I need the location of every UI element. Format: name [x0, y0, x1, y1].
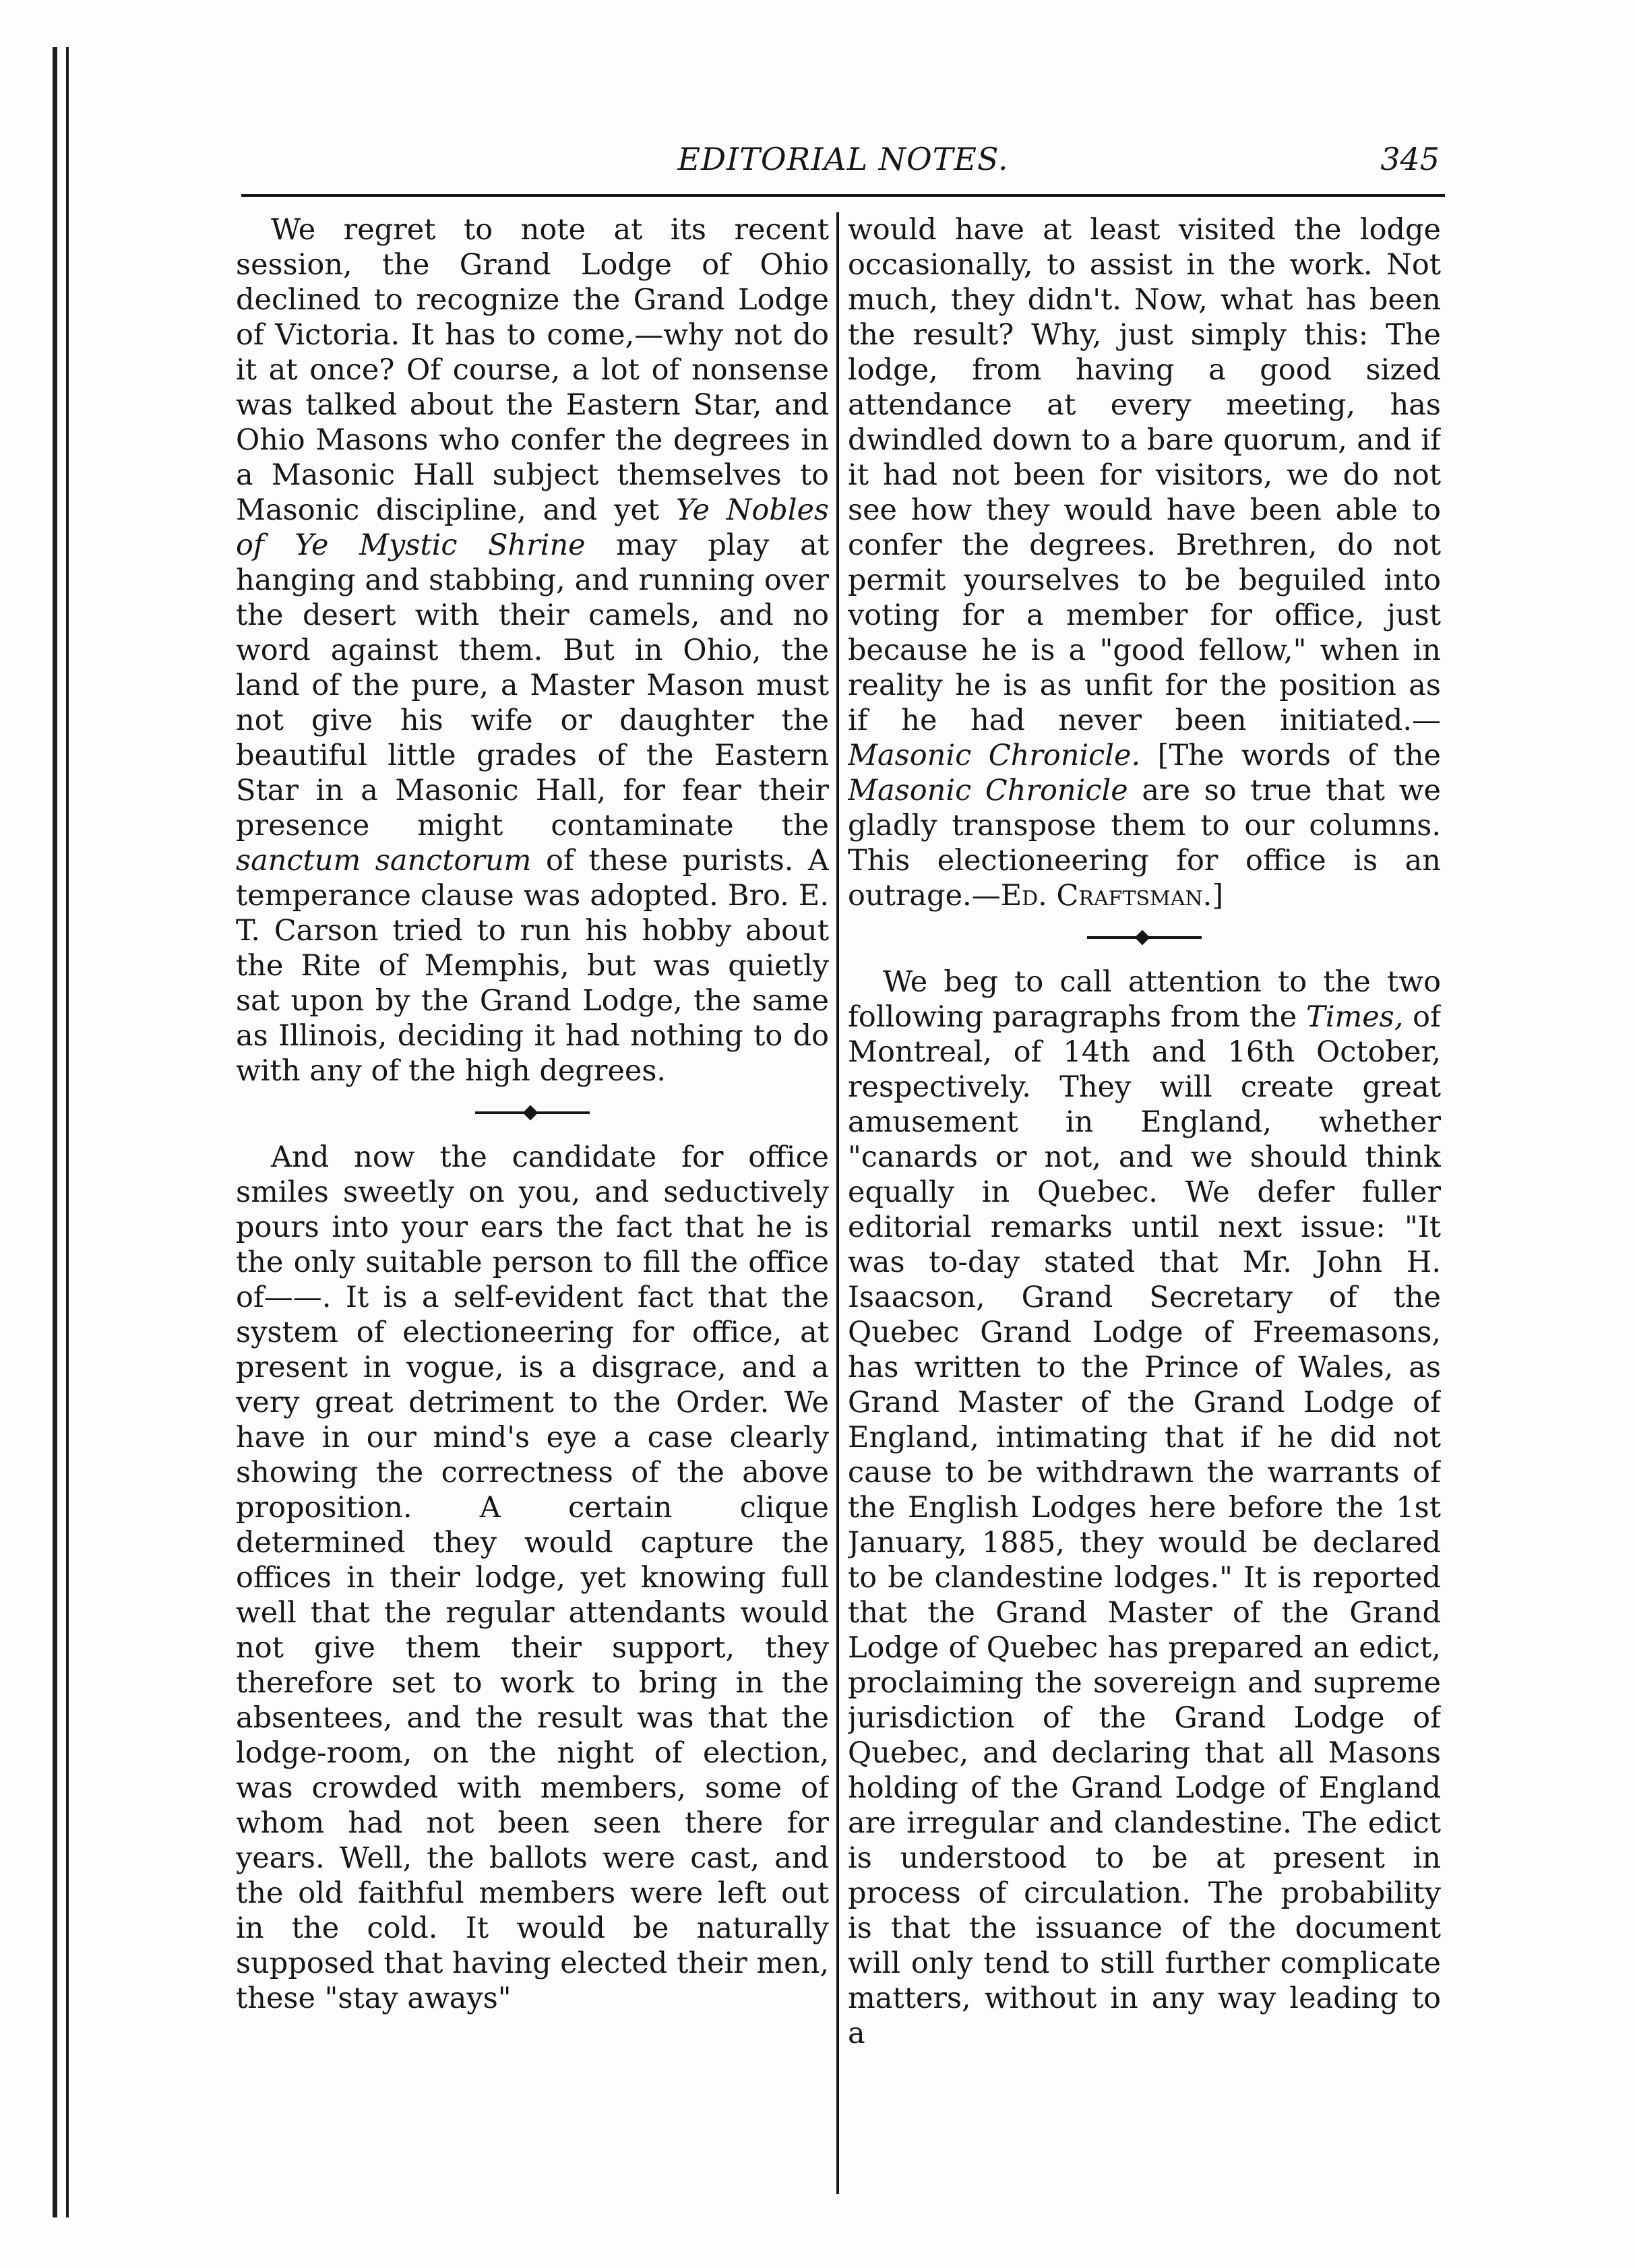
binding-edge-line [66, 47, 69, 2217]
column-divider [836, 212, 839, 2194]
italic-title: Ye Nobles of Ye Mystic Shrine [236, 493, 829, 562]
italic-phrase: sanctum sanctorum [236, 844, 532, 878]
page-number: 345 [1380, 141, 1440, 177]
page-header [241, 139, 1445, 200]
italic-source: Masonic Chronicle [848, 774, 1128, 807]
italic-source: Masonic Chronicle. [848, 739, 1141, 772]
ohio-grand-lodge-paragraph: We regret to note at its recent session, the Grand Lodge of Ohio declined to recognize the Grand Lodge of Victoria. It has to come,—why not do it at once? Of course, a lot of nonsense was talked about the Eastern Star, and Ohio Masons who confer the degrees in a Masonic Hall subject themselves to Masonic discipline, and yet Ye Nobles of Ye Mystic Shrine may play at hanging and stabbing, and running over the desert with their camels, and no word against them. But in Ohio, the land of the pure, a Master Mason must not give his wife or daughter the beautiful little grades of the Eastern Star in a Masonic Hall, for fear their presence might contaminate the sanctum sanctorum of these purists. A temperance clause was adopted. Bro. E. T. Carson tried to run his hobby about the Rite of Memphis, but was quietly sat upon by the Grand Lodge, the same as Illinois, deciding it had nothing to do with any of the high degrees. [236, 213, 829, 1088]
editor-signature: Ed. Craftsman. [1000, 879, 1212, 913]
header-rule [241, 194, 1445, 197]
running-title: EDITORIAL NOTES. [677, 141, 1009, 177]
left-column [236, 212, 829, 2194]
quebec-grand-lodge-paragraph: We beg to call attention to the two following paragraphs from the Times, of Montreal, of 14th and 16th October, respectively. They will create great amusement in England, whether "canards or not, and we should think equally in Quebec. We defer fuller editorial remarks until next issue: "It was to-day stated that Mr. John H. Isaacson, Grand Secretary of the Quebec Grand Lodge of Freemasons, has written to the Prince of Wales, as Grand Master of the Grand Lodge of England, intimating that if he did not cause to be withdrawn the warrants of the English Lodges here before the 1st January, 1885, they would be declared to be clandestine lodges." It is reported that the Grand Master of the Grand Lodge of Quebec has prepared an edict, proclaiming the sovereign and supreme jurisdiction of the Grand Lodge of Quebec, and declaring that all Masons holding of the Grand Lodge of England are irregular and clandestine. The edict is understood to be at present in process of circulation. The probability is that the issuance of the document will only tend to still further complicate matters, without in any way leading to a [848, 965, 1441, 2050]
electioneering-paragraph: And now the candidate for office smiles sweetly on you, and seductively pours into your ears the fact that he is the only suitable person to fill the office of——. It is a self-evident fact that the system of electioneering for office, at present in vogue, is a disgrace, and a very great detriment to the Order. We have in our mind's eye a case clearly showing the correctness of the above proposition. A certain clique determined they would capture the offices in their lodge, yet knowing full well that the regular attendants would not give them their support, they therefore set to work to bring in the absentees, and the result was that the lodge-room, on the night of election, was crowded with members, some of whom had not been seen there for years. Well, the ballots were cast, and the old faithful members were left out in the cold. It would be naturally supposed that having elected their men, these "stay aways" [236, 1140, 829, 2015]
electioneering-continuation-paragraph: would have at least visited the lodge occasionally, to assist in the work. Not much, they didn't. Now, what has been the result? Why, just simply this: The lodge, from having a good sized attendance at every meeting, has dwindled down to a bare quorum, and if it had not been for visitors, we do not see how they would have been able to confer the degrees. Brethren, do not permit yourselves to be beguiled into voting for a member for office, just because he is a "good fellow," when in reality he is as unfit for the position as if he had never been initiated.—Masonic Chronicle. [The words of the Masonic Chronicle are so true that we gladly transpose them to our columns. This electioneering for office is an outrage.—Ed. Craftsman.] [848, 213, 1441, 913]
section-separator-ornament [1087, 936, 1202, 939]
binding-edge-line [53, 47, 57, 2217]
italic-newspaper-title: Times, [1306, 1000, 1404, 1034]
section-separator-ornament [475, 1111, 590, 1114]
right-column [848, 212, 1441, 2194]
